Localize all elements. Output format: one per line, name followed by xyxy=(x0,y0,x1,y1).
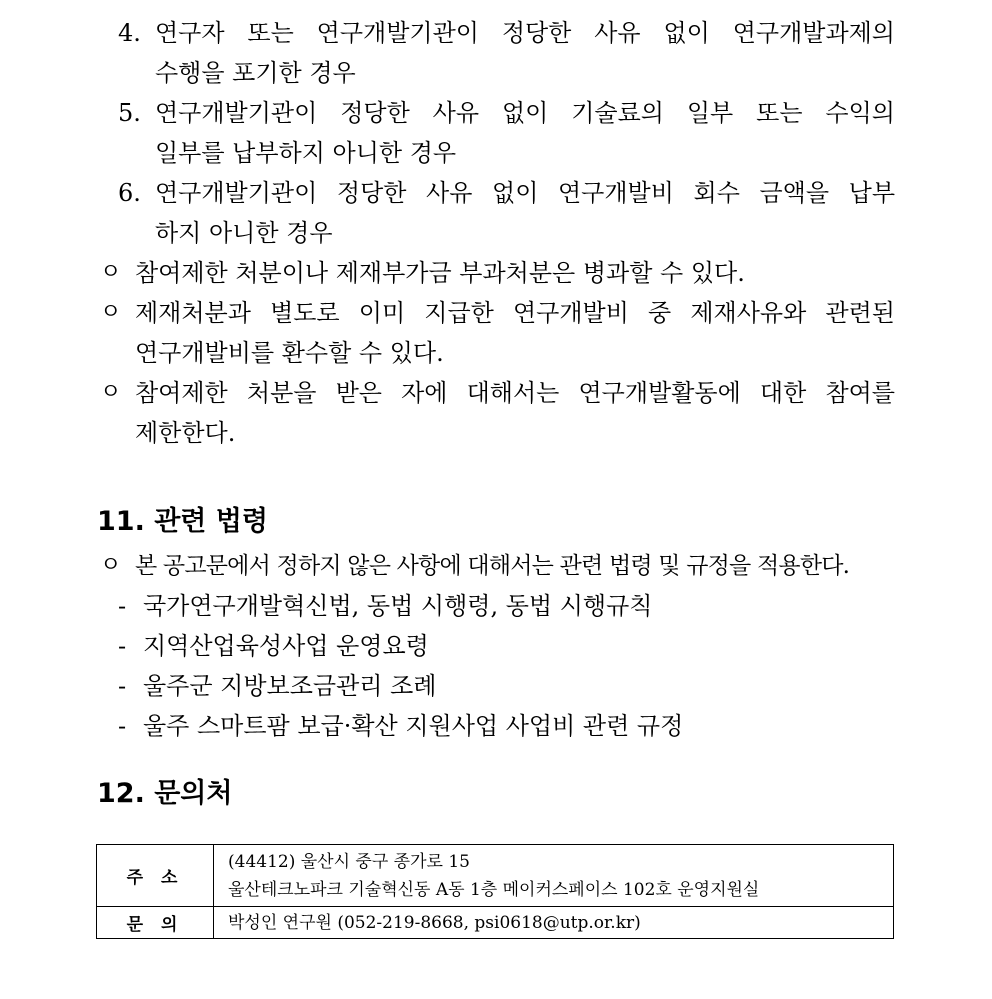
dash-marker: - xyxy=(118,632,127,660)
contact-table xyxy=(96,844,894,939)
section-12-heading: 12. 문의처 xyxy=(97,778,233,809)
dash-marker: - xyxy=(118,712,127,740)
address-line: 울산테크노파크 기술혁신동 A동 1층 메이커스페이스 102호 운영지원실 xyxy=(228,879,760,900)
table-row xyxy=(97,845,894,907)
bullet-symbol: ㅇ xyxy=(100,260,122,285)
bullet-text-line: 참여제한 처분을 받은 자에 대해서는 연구개발활동에 대한 참여를 xyxy=(135,379,895,407)
address-label: 주 소 xyxy=(97,845,214,907)
item-number: 4. xyxy=(118,19,141,47)
bullet-text-line: 본 공고문에서 정하지 않은 사항에 대해서는 관련 법령 및 규정을 적용한다. xyxy=(135,553,850,579)
inquiry-label: 문 의 xyxy=(97,907,214,939)
bullet-text-line: 참여제한 처분이나 제재부가금 부과처분은 병과할 수 있다. xyxy=(135,259,745,287)
item-number: 5. xyxy=(118,99,141,127)
item-text-line: 하지 아니한 경우 xyxy=(155,219,333,247)
item-text-line: 일부를 납부하지 아니한 경우 xyxy=(155,139,457,167)
table-row xyxy=(97,907,894,939)
bullet-symbol: ㅇ xyxy=(100,300,122,325)
bullet-text-line: 제재처분과 별도로 이미 지급한 연구개발비 중 제재사유와 관련된 xyxy=(135,299,895,327)
address-line: (44412) 울산시 중구 종가로 15 xyxy=(228,851,470,872)
law-name: 지역산업육성사업 운영요령 xyxy=(143,632,429,660)
item-text-line: 연구개발기관이 정당한 사유 없이 기술료의 일부 또는 수익의 xyxy=(155,99,895,127)
dash-marker: - xyxy=(118,592,127,620)
dash-marker: - xyxy=(118,672,127,700)
law-name: 국가연구개발혁신법, 동법 시행령, 동법 시행규칙 xyxy=(143,592,653,620)
section-11-heading: 11. 관련 법령 xyxy=(97,506,268,537)
inquiry-value: 박성인 연구원 (052-219-8668, psi0618@utp.or.kr) xyxy=(228,912,641,933)
inquiry-cell xyxy=(214,907,894,939)
address-cell xyxy=(214,845,894,907)
bullet-symbol: ㅇ xyxy=(100,380,122,405)
bullet-text-line: 제한한다. xyxy=(135,419,236,447)
bullet-symbol: ㅇ xyxy=(100,553,122,578)
law-name: 울주군 지방보조금관리 조례 xyxy=(143,672,437,700)
bullet-text-line: 연구개발비를 환수할 수 있다. xyxy=(135,339,444,367)
law-name: 울주 스마트팜 보급·확산 지원사업 사업비 관련 규정 xyxy=(143,712,684,740)
item-text-line: 연구자 또는 연구개발기관이 정당한 사유 없이 연구개발과제의 xyxy=(155,19,895,47)
item-text-line: 연구개발기관이 정당한 사유 없이 연구개발비 회수 금액을 납부 xyxy=(155,179,895,207)
item-text-line: 수행을 포기한 경우 xyxy=(155,59,356,87)
item-number: 6. xyxy=(118,179,141,207)
